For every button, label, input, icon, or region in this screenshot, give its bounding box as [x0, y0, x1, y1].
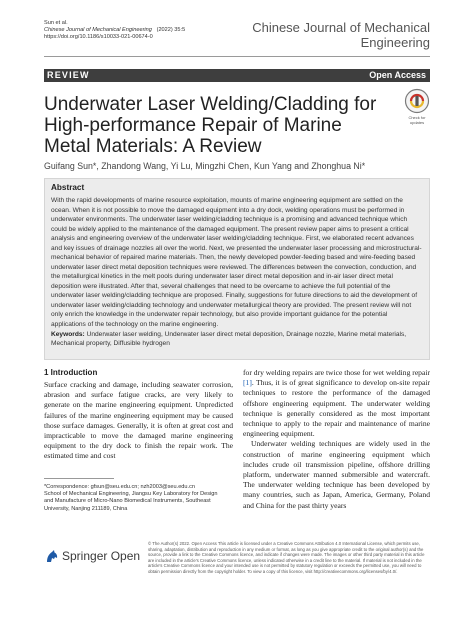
keywords — [51, 330, 423, 348]
article-type: REVIEW — [47, 70, 90, 80]
section-heading-introduction: 1 Introduction — [44, 368, 98, 377]
check-for-updates-icon[interactable] — [404, 88, 430, 114]
citation-authors: Sun et al. — [44, 20, 68, 26]
springer-open-logo: Springer Open — [62, 549, 141, 563]
footnote-divider — [44, 478, 114, 479]
doi-link[interactable]: https://doi.org/10.1186/s10033-021-00674-0 — [44, 34, 153, 41]
keywords-label: Keywords: — [51, 331, 85, 338]
open-access-label: Open Access — [369, 70, 426, 80]
article-type-banner — [44, 69, 430, 82]
check-for-updates-label: Check for updates — [408, 115, 426, 125]
citation-block — [44, 20, 185, 42]
author-list: Guifang Sun*, Zhandong Wang, Yi Lu, Mingzhi Chen, Kun Yang and Zhonghua Ni* — [44, 161, 366, 171]
correspondence-footnote — [44, 484, 219, 513]
header-divider — [44, 56, 430, 57]
abstract-box — [44, 178, 430, 360]
intro-paragraph-2: for dry welding repairs are twice those for wet welding repair [1]. Thus, it is of great significance to develop on-site repair techniques to restore the performance of the damaged offshore engineering equipment. The underwater welding technique is generally considered as the most important technique to apply to the repair and maintenance of marine engineering equipment. — [243, 368, 430, 439]
reference-link[interactable]: [1] — [243, 378, 252, 388]
intro-paragraph-3: Underwater welding techniques are widely used in the construction of marine engineering equipment which includes crude oil transmission pipeline, offshore drilling platform, underwater manned submersible and watercraft. The underwater welding technique has been developed by many countries, such as Japan, America, Germany, Poland and China for the past thirty years — [243, 439, 430, 510]
open-access-license: © The Author(s) 2022. Open Access This article is licensed under a Creative Commons Attribution 4.0 International License, which permits use, sharing, adaptation, distribution and reproduction in any medium or format, as long as you give appropriate credit to the original author(s) and the source, provide a link to the Creative Commons licence, and indicate if changes were made. The images or other third party material in this article are included in the article's Creative Commons licence, unless indicated otherwise in a credit line to the material. If material is not included in the article's Creative Commons licence and your intended use is not permitted by statutory regulation or exceeds the permitted use, you will need to obtain permission directly from the copyright holder. To view a copy of this licence, visit http://creativecommons.org/licenses/by/4.0/. — [148, 541, 425, 574]
keywords-list: Underwater laser welding, Underwater laser direct metal deposition, Drainage nozzle, Marine metal materials, Mechanical property, Diffusible hydrogen — [51, 331, 407, 347]
body-column-right — [243, 368, 430, 511]
abstract-text: With the rapid developments of marine resource exploitation, mounts of marine engineering equipment are settled on the ocean. When it is not possible to move the damaged equipment into a dry dock, welding operations must be performed in underwater environments. The underwater laser welding/cladding technique is a promising and advanced technique which could be widely applied to the maintenance of the damaged equipment. The present review paper aims to present a critical analysis and engineering overview of the underwater laser welding/cladding technique. First, we elaborated recent advances and key issues of drainage nozzles all over the world. Next, we presented the underwater laser processing and microstructural-mechanical behavior of repaired marine materials. Then, the newly developed powder-feeding based and wire-feeding based underwater laser direct metal deposition techniques were reviewed. The differences between the convection, conduction, and the metallurgical kinetics in the melt pools during underwater laser direct metal deposition and in-air laser direct metal deposition were illustrated. After that, several challenges that need to be overcame to achieve the full potential of the underwater laser welding/cladding technique are proposed. Finally, suggestions for future directions to aid the development of underwater laser welding/cladding technology and underwater metallurgical theory are provided. The present review will not only enrich the knowledge in the underwater repair technology, but also provide important guidance for the potential applications of the technology on the marine engineering. — [51, 197, 422, 328]
correspondence-emails: *Correspondence: gfsun@seu.edu.cn; nzh2003@seu.edu.cn — [44, 484, 195, 490]
citation-journal: Chinese Journal of Mechanical Engineering (2022) 35:5 — [44, 27, 186, 34]
author-affiliation: School of Mechanical Engineering, Jiangsu Key Laboratory for Design and Manufacture of Micro-Nano Biomedical Instruments, Southeast University, Nanjing 211189, China — [44, 491, 218, 512]
intro-paragraph-1: Surface cracking and damage, including seawater corrosion, abrasion and surface fatigue cracks, are very likely to generate on the marine engineering equipment. Unpredicted failures of the marine engineering equipment may be caused those surface damages. Generally, it is often at great cost and impracticable to move the damaged marine engineering equipment to the dry dock to finish the repair work. The estimated time and cost — [44, 380, 233, 461]
citation-year: (2022) 35:5 — [156, 27, 186, 34]
article-title: Underwater Laser Welding/Cladding for High-performance Repair of Marine Metal Materials: A Review — [44, 94, 377, 157]
journal-name: Chinese Journal of Mechanical Engineering — [252, 20, 430, 50]
body-column-left — [44, 380, 233, 462]
springer-horse-icon — [44, 548, 60, 564]
abstract-heading: Abstract — [51, 183, 85, 192]
